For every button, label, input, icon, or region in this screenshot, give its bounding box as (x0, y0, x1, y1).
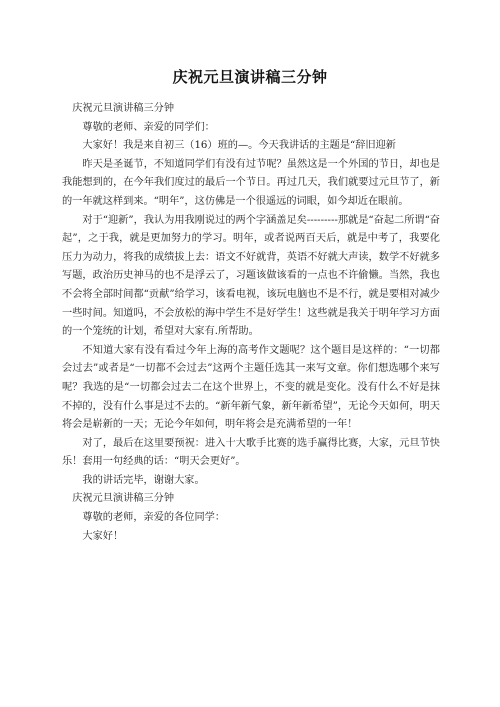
salutation: 尊敬的老师，亲爱的各位同学： (82, 512, 226, 524)
paragraph: 对于“迎新”，我认为用我刚说过的两个字涵盖足矣---------那就是“奋起二所谓“奋起”，之于我，就是更加努力的学习。明年，或者说两百天后，就是中考了，我要化压力为动力，将我的成绩拔上去：语文不好就背，英语不好就大声读，数学不好就多写题，政治历史神马的也不是浮云了，习题该做该看的一点也不许偷懒。当然，我也不会将全部时间都“贡献”给学习，该看电视，该玩电脑也不是不行，就是要相对减少一些时间。知道吗，不会放松的海中学生不是好学生！这些就是我关于明年学习方面的一个笼统的计划，希望对大家有.所帮助。 (62, 214, 440, 338)
paragraph: 对了，最后在这里要预祝：进入十大歌手比赛的选手赢得比赛，大家，元旦节快乐！套用一句经典的话：“明天会更好”。 (62, 437, 440, 468)
section-heading: 庆祝元旦演讲稿三分钟 (72, 103, 175, 114)
paragraph: 大家好！我是来自初三（16）班的—。今天我讲话的主题是“辞旧迎新 (82, 140, 396, 152)
paragraph: 昨天是圣诞节，不知道同学们有没有过节呢？虽然这是一个外国的节日，却也是我能想到的，在今年我们度过的最后一个节日。再过几天，我们就要过元旦节了，新的一年就这样到来。“明年”，这仿佛是一个很遥远的词眼，如今却近在眼前。 (62, 158, 440, 207)
paragraph: 大家好！ (82, 530, 124, 542)
paragraph: 我的讲话完毕，谢谢大家。 (82, 474, 205, 486)
paragraph: 不知道大家有没有看过今年上海的高考作文题呢？这个题目是这样的：“一切都会过去”或者是“一切都不会过去”这两个主题任选其一来写文章。你们想选哪个来写呢？我选的是“一切都会过去二在这个世界上，不变的就是变化。没有什么不好是抹不掉的，没有什么事是过不去的。“新年新气象，新年新希望”，无论今天如何，明天将会是崭新的一天；无论今年如何，明年将会是充满希望的一年！ (62, 344, 440, 431)
section-heading: 庆祝元旦演讲稿三分钟 (72, 493, 175, 505)
salutation: 尊敬的老师、亲爱的同学们： (82, 121, 215, 133)
document-body (62, 100, 440, 546)
page-title: 庆祝元旦演讲稿三分钟 (172, 68, 328, 86)
